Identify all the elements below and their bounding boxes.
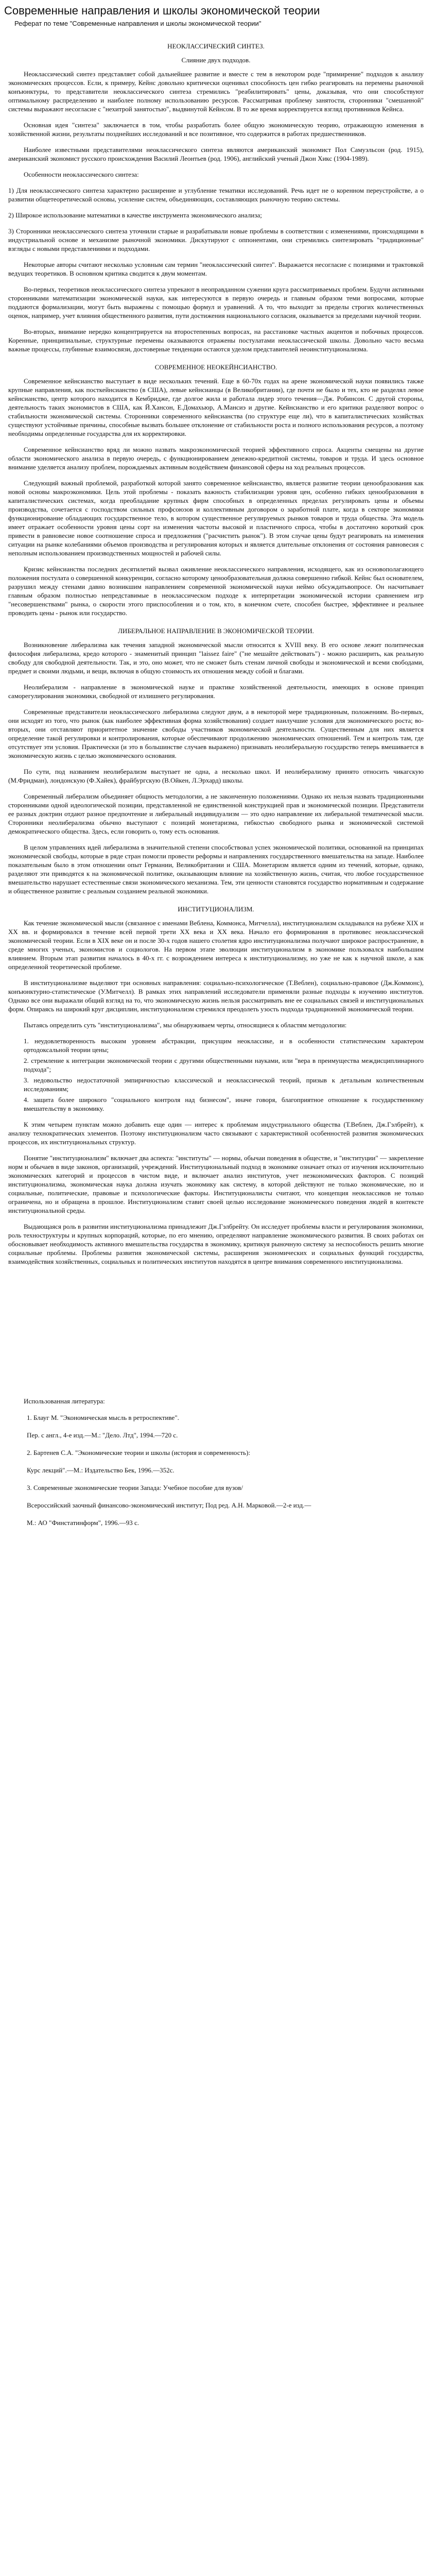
paragraph: Следующий важный проблемой, разработкой которой занято современное кейнсианство, является развитие теории ценообразования как новой основы макроэкономики. Цель этой проблемы - показать важность стабилизации уровня цен, особенно гибких ценообразования в капиталистических системах, когда преобладание крупных фирм способных в определенных пределах регулировать цены и объемы производства, сочетается с господством сильных профсоюзов и коллективным договором о заработной плате, когда в секторе экономики функционирование обладающих государственное тело, в котором существенное регулируемых рынков товаров и труда общества. Эта модель имеет отражает особенности уровня цены сорт на изменения частоты высокой и пластичного спроса, чтобы в достаточно короткий срок привести в равновесие новое соотношение спроса и предложения ("расчистить рынок"). В этом случае цены будут реагировать на изменения ситуации на рынке колебаниями объемов производства и регулирования которых и является длительные отклонения от состояния равновесия с неполным использованием производственных мощностей и рабочей силы.: [8, 479, 424, 557]
page-subtitle: Реферат по теме "Современные направления и школы экономической теории": [14, 20, 261, 27]
paragraph: 3) Сторонники неоклассического синтеза уточнили старые и разрабатывали новые проблемы в соответствии с изменениями, происходящими в индустриальной основе и механизме рыночной экономики. Дискутируют с оппонентами, они стремились синтезировать "традиционные" взгляды с новыми представлениями и подходами.: [8, 227, 424, 252]
section-heading: НЕОКЛАССИЧЕСКИЙ СИНТЕЗ.: [167, 42, 265, 50]
paragraph: Современное кейнсианство вряд ли можно назвать макроэкономической теорией эффективного спроса. Акценты смещены на другие области экономического анализа в первую очередь, с функционированием денежно-кредитной системы, товаров и труда. И здесь основное внимание уделяется анализу проблем, порождаемых активным воздействием финансовой сферы на ход реальных процессов.: [8, 446, 424, 471]
paragraph: Как течение экономической мысли (связанное с именами Веблена, Коммонса, Митчелла), институционализм складывался на рубеже XIX и XX вв. и формировался в течение всей первой трети XX века и XX века. Начало его формирования в противовес неоклассической экономической теории. Если в XIX веке он и после 30-х годов нашего столетия ядро институционализма получают широкое распространение, в среде многих ученых, экономистов и социологов. На первом этапе эволюции институционализм в экономике пользовался наибольшим влиянием. Вторым этап развития началось в 40-х гг. с возрождением интереса к институционализму, но уже не как к научной школе, а как определенной теоретической проблеме.: [8, 919, 424, 971]
reference-item: 1. Блауг М. "Экономическая мысль в ретроспективе".: [27, 1414, 179, 1421]
section-heading: ИНСТИТУЦИОНАЛИЗМ.: [178, 905, 254, 913]
paragraph: Современное кейнсианство выступает в виде нескольких течений. Еще в 60-70х годах на арене экономической науки появились также крупные направления, как посткейнсианство (в США), левые кейнсианцы (в Великобритании), где почти не было и тех, кто не разделял левое кейнсианство, центр которого находится в Кембридже, где долгое жила и работала лидер этого течения—Дж. Робинсон. С другой стороны, деятельность таких экономистов в США, как Й.Хансон, Е.Домахьюр, А.Мансиэ и другие. Кейнсианство и его критики разделяют вопрос о стабильности экономической системы. Сторонники современного кейнсианства (по структуре еще ли), что в капиталистических хозяйствах существуют устойчивые причины, способные вызвать большее отклонение от стабильности роста и полного использования ресурсов, а поэтому необходимы определенные государства для их корректировки.: [8, 377, 424, 437]
reference-item: М.: АО "Финстатинформ", 1996.—93 с.: [27, 1519, 139, 1527]
paragraph: Особенности неоклассического синтеза:: [24, 171, 139, 178]
section-liberal-direction: [8, 626, 424, 895]
list-item: 4. защита более широкого "социального контроля над бизнесом", иначе говоря, благоприятное отношение к государственному вмешательству в экономику.: [24, 1096, 424, 1112]
paragraph: Во-вторых, внимание нередко концентрируется на второстепенных вопросах, на расстановке частных акцентов и побочных процессов. Коренные, принципиальные, структурные перемены оказываются отражены постулатами неоклассической школы. Довольно часто весьма важные процессы, глубинные взаимосвязи, достоверные тенденции остаются уделом представителей неоинституционализма.: [8, 328, 424, 353]
list-item: 3. недовольство недостаточной эмпиричностью классической и неоклассической теорий, призыв к детальным количественным исследованиям;: [24, 1076, 424, 1093]
section-heading: СОВРЕМЕННОЕ НЕОКЕЙНСИАНСТВО.: [154, 363, 277, 371]
references-list: [8, 1413, 424, 1528]
list-item: 2. стремление к интеграции экономической теории с другими общественными науками, или "вера в преимущества междисциплинарного подхода";: [24, 1057, 424, 1073]
paragraph: Неолиберализм - направление в экономической науке и практике хозяйственной деятельности, имеющих в основе принцип саморегулирования экономики, свободной от излишнего регулирования.: [8, 683, 424, 700]
paragraph: Во-первых, теоретиков неоклассического синтеза упрекают в неоправданном сужении круга рассматриваемых проблем. Будучи активными сторонниками математизации экономической науки, как интересуются в первую очередь и главным образом теми вопросами, которые поддаются формализации, могут быть выражены с помощью формул и уравнений. А то, что выходит за пределы строгих количественных оценок, например, учет влияния общественного развития, пути достижения национального согласия, оказывается за пределами научной теории.: [8, 285, 424, 319]
paragraph: Основная идея "синтеза" заключается в том, чтобы разработать более общую экономическую теорию, отражающую изменения в хозяйственной жизни, результаты позднейших исследований и все позитивное, что содержится в работах предшественников.: [8, 121, 424, 138]
reference-item: 2. Бартенев С.А. "Экономические теории и школы (история и современность):: [27, 1449, 251, 1456]
paragraph: Современный либерализм объединяет общность методологии, а не законченную положениями. Однако их нельзя назвать традиционными сторонниками одной идеологической позиции, представленной не единственной конструкцией прав и экономической позиции. Представители ее разных доктрин отдают разное предпочтение и либеральный индивидуализм — это одно направление их либеральной тематической мысли. Сторонники неолиберализма обычно выступают с позиций монетаризма, гибкостью свободного рынка и экономической системой демократического общества. Здесь, если говорить о, тому есть основания.: [8, 792, 424, 835]
reference-item: Всероссийский заочный финансово-экономический институт; Под ред. А.Н. Марковой.—2-е изд.—: [27, 1501, 311, 1509]
section-neokeynesianism: [8, 363, 424, 617]
paragraph: 1) Для неоклассического синтеза характерно расширение и углубление тематики исследований. Речь идет не о коренном переустройстве, а о развитии общетеоретической основы, усиление систем, объединяющих, составляющих рыночную теорию системы.: [8, 187, 424, 203]
reference-item: Пер. с англ., 4-е изд.—М.: "Дело. Лтд", 1994.—720 с.: [27, 1431, 178, 1439]
paragraph: Понятие "институционализм" включает два аспекта: "институты" — нормы, обычаи поведения в обществе, и "институции" — закрепление норм и обычаев в виде законов, организаций, учреждений. Институциональный подход в экономике означает отказ от изучения исключительно экономических категорий и процессов в чистом виде, и включает анализ институтов, учет неэкономических факторов. С позиций институционализма, экономическая наука должна изучать экономику как систему, в которой действуют не только экономические, но и социальные, политические, правовые и психологические факторы. Институционалисты считают, что концепция неоклассиков не только ограничена, но и обращена в прошлое. Институционализм ставит своей целью исследование экономического поведения людей в контексте институциональной среды.: [8, 1154, 424, 1214]
paragraph: Неоклассический синтез представляет собой дальнейшее развитие и вместе с тем в некотором роде "примирение" подходов к анализу экономических процессов. Если, к примеру, Кейнс довольно критически оценивал способность цен гибко реагировать на перемены рыночной конъюнктуры, то представители неоклассического синтеза стремились "реабилитировать" цены, доказывая, что они способствуют оптимальному распределению и наиболее полному использованию ресурсов. Рассматривая проблему занятости, сторонники "смешанной" системы выражают несогласие с "нехитрой занятостью", выдвинутой Кейнсом. В то же время корректируется взгляд противников Кейнса.: [8, 70, 424, 113]
paragraph: Некоторые авторы считают несколько условным сам термин "неоклассический синтез". Выражается несогласие с позициями и трактовкой ведущих теоретиков. В основном критика сводится к двум моментам.: [8, 261, 424, 277]
paragraph: В целом управлениях идей либерализма в значительной степени способствовал успех экономической политики, основанной на принципах экономической свободы, которые в ряде стран помогли провести реформы и направлениях государственного вмешательства на западе. Наиболее показательным было в этом отношении опыт Германии, Великобритании и США. Монетаризм является одним из течений, которые, однако, разделяют эти приводятся к на экономической политике, оказывающим влияние на хозяйственную жизнь, считая, что любое государственное вмешательство нарушает естественные связи экономического механизма. Тем, эти ценности становятся государство нормативным и содержание и общественное развитие с реальным созданием реальной экономики.: [8, 843, 424, 895]
blank-space: [8, 1273, 424, 1376]
paragraph: Возникновение либерализма как течения западной экономической мысли относится к XVIII веку. В его основе лежит политическая философия либерализма, кредо которого - знаменитый принцип "laissez faire" ("не мешайте действовать") - можно расширить, как реальную свободу для свободной деятельности. Так, и это, оно может, что не сможет быть стенам личной свободы и экономической и всеми свободами, предмет и своими людьми, и вещи, включая в общую стоимость их отношения между собой и благами.: [8, 641, 424, 675]
paragraph: Наиболее известными представителями неоклассического синтеза являются американский экономист Пол Самуэльсон (род. 1915), американский экономист русского происхождения Василий Леонтьев (род. 1906), английский ученый Джон Хикс (1904-1989).: [8, 146, 424, 162]
paragraph: Современные представители неоклассического либерализма следуют двум, а в некоторой мере традиционным, положениям. Во-первых, они исходят из того, что рынок (как наиболее эффективная форма хозяйствования) создает наилучшие условия для экономического роста; во-вторых, они отставляют приоритетное значение свободы участников экономической деятельности. Существенным для них является определение такой регулировки и контролирования, которые обеспечивают продолжению экономических отношений. Тем и контроль там, где отсутствует эти условия. Практически (и это в большинстве случаев выражено) признавать неолиберальную государство теперь вмешивается в экономическую жизнь с целью экономического основания.: [8, 708, 424, 759]
section-subheading: Слияние двух подходов.: [181, 56, 251, 64]
paragraph: Кризис кейнсианства последних десятилетий вызвал оживление неоклассического направления, исходящего, как из основополагающего положения постулата о совершенной конкуренции, согласно которому ценообразовательная должна совершенно гибкой. Кейнс был основателем, разрушил между стенами давно возникшим направлением современной экономической науки неймо обсуждатьвопросе. Он насчитывает главным образом полностью непредставимые в неоклассическом подходе к интерпретации экономической истории сравнением игр "несовершенствами" рынка, о скорости этого приспособления и о том, кто, в конечном счете, способен быстрее, эффективнее и реальнее проводить цены - рынок или государство.: [8, 565, 424, 617]
paragraph: 2) Широкое использование математики в качестве инструмента экономического анализа;: [8, 211, 262, 219]
reference-item: 3. Современные экономические теории Запада: Учебное пособие для вузов/: [27, 1484, 243, 1492]
references-title: Использованная литература:: [24, 1397, 105, 1405]
section-neoclassical-synthesis: [8, 42, 424, 353]
page-title: Современные направления и школы экономической теории: [4, 4, 320, 17]
list-item: 1. неудовлетворенность высоким уровнем абстракции, присущим неоклассике, и в особенности статистическим характером ортодоксальной теории цены;: [24, 1037, 424, 1054]
references-section: [8, 1397, 424, 1528]
document-body: [0, 42, 436, 1528]
paragraph: К этим четырем пунктам можно добавить еще один — интерес к проблемам индустриального общества (Т.Веблен, Дж.Гэлбрейт), к анализу технократических элементов. Поэтому институционализм часто связывают с характеристикой особенностей развития экономических процессов, их институциональных структур.: [8, 1121, 424, 1146]
paragraph: Выдающаяся роль в развитии институционализма принадлежит Дж.Гэлбрейту. Он исследует проблемы власти и регулирования экономики, роль техноструктуры и крупных корпораций, которые, по его мнению, определяют направление экономического развития. В своих работах он обосновывает необходимость активного вмешательства государства в экономику, критикуя рыночную систему за неспособность решить многие социальные проблемы. Проблемы развития экономической системы, расширения экономических и социальных функций государства, взаимодействия хозяйственных, социальных и политических институтов находятся в центре внимания современного институционализма.: [8, 1223, 424, 1265]
section-heading: ЛИБЕРАЛЬНОЕ НАПРАВЛЕНИЕ В ЭКОНОМИЧЕСКОЙ ТЕОРИИ.: [118, 627, 314, 635]
section-institutionalism: [8, 905, 424, 1266]
reference-item: Курс лекций".—М.: Издательство Бек, 1996.—352с.: [27, 1466, 175, 1474]
paragraph: По сути, под названием неолиберализм выступает не одна, а несколько школ. И неолиберализму принято относить чикагскую (М.Фридман), лондонскую (Ф.Хайек), фрайбургскую (В.Ойкен, Л.Эрхард) школы.: [8, 768, 424, 784]
methodology-list: [8, 1037, 424, 1113]
paragraph: Пытаясь определить суть "институционализма", мы обнаруживаем черты, относящиеся к областям методологии:: [24, 1021, 347, 1029]
paragraph: В институционализме выделяют три основных направления: социально-психологическое (Т.Веблен), социально-правовое (Дж.Коммонс), конъюнктурно-статистическое (У.Митчелл). В рамках этих направлений исследователи применяли разные подходы к изучению институтов. Однако все они выражали общий взгляд на то, что экономическую жизнь нельзя рассматривать вне ее социальных связей и институциональных форм. Опираясь на широкий круг дисциплин, институционализм стремился преодолеть узость подхода традиционной экономической теории.: [8, 979, 424, 1013]
